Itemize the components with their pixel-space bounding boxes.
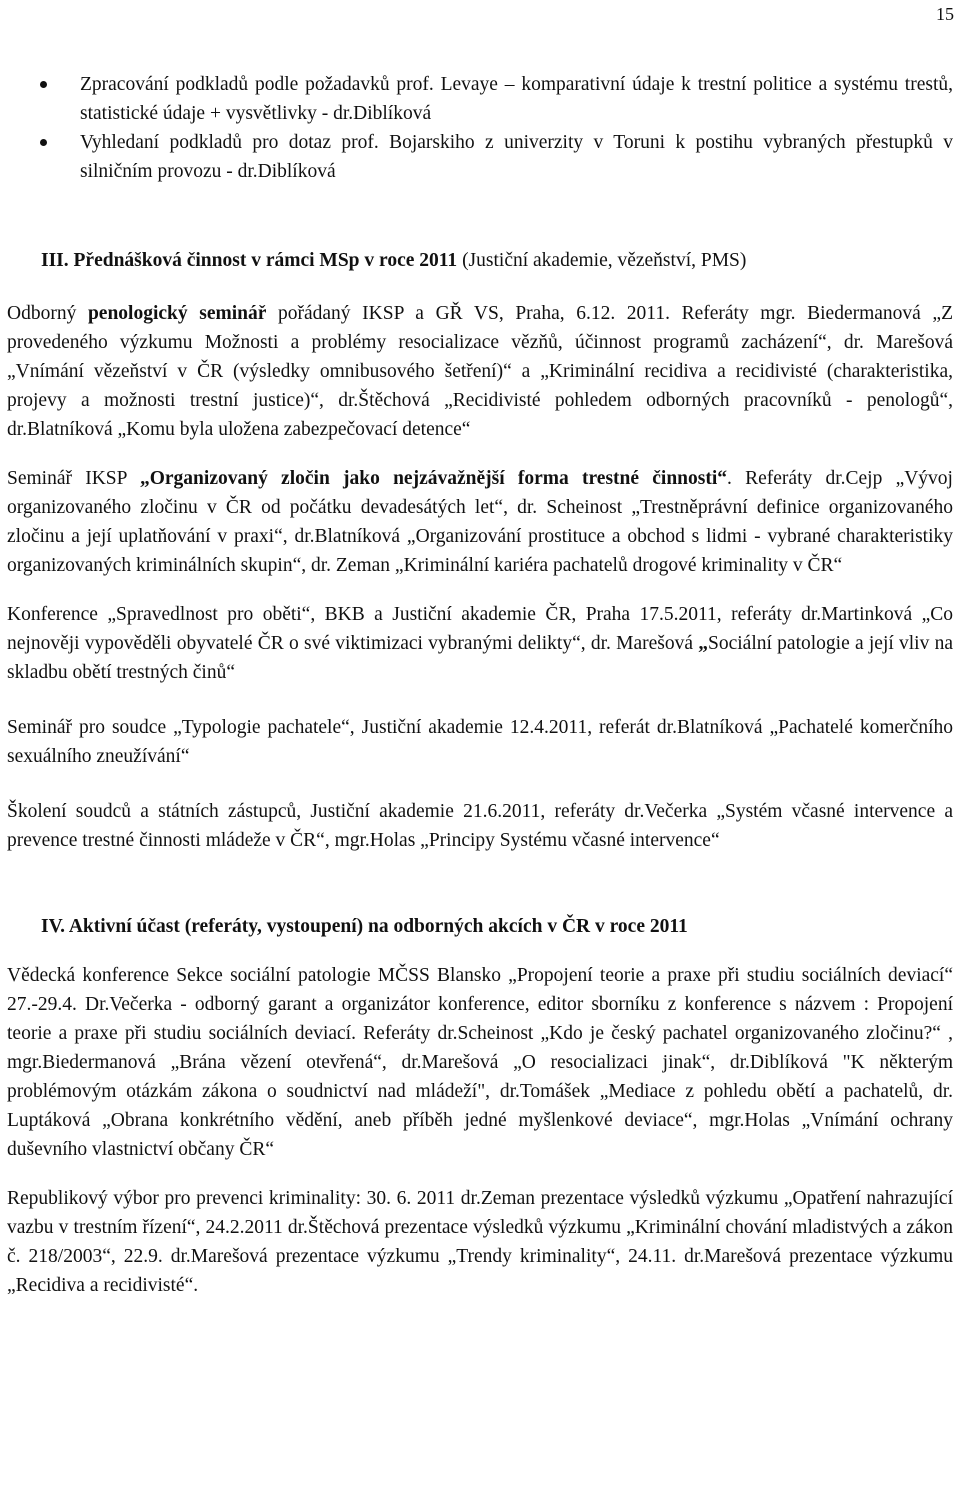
paragraph-judges-seminar: Seminář pro soudce „Typologie pachatele“, Justiční akademie 12.4.2011, referát dr.Blatníková „Pachatelé komerčního sexuálního zneužívání“ xyxy=(7,717,953,767)
section-3-heading-bold: III. Přednášková činnost v rámci MSp v roce 2011 xyxy=(41,250,458,271)
paragraph-training: Školení soudců a státních zástupců, Justiční akademie 21.6.2011, referáty dr.Večerka „Systém včasné intervence a prevence trestné činnosti mládeže v ČR“, mgr.Holas „Principy Systému včasné intervence“ xyxy=(7,801,953,851)
bullet-list xyxy=(7,70,953,186)
section-4-heading: IV. Aktivní účast (referáty, vystoupení) na odborných akcích v ČR v roce 2011 xyxy=(41,916,688,937)
bullet-icon xyxy=(40,139,47,146)
paragraph-justice-for-victims xyxy=(7,600,953,687)
list-item xyxy=(7,70,953,128)
text-bold: „Organizovaný zločin jako nejzávažnější forma trestné činnosti“ xyxy=(139,468,728,489)
list-item-text: Zpracování podkladů podle požadavků prof. Levaye – komparativní údaje k trestní politice a systému trestů, statistické údaje + vysvětlivky - dr.Diblíková xyxy=(80,74,953,124)
text: Odborný xyxy=(7,303,88,324)
paragraph-crime-prevention-committee: Republikový výbor pro prevenci kriminality: 30. 6. 2011 dr.Zeman prezentace výsledků výzkumu „Opatření nahrazující vazbu v trestním řízení“, 24.2.2011 dr.Štěchová prezentace výsledků výzkumu „Kriminální chování mladistvých a zákon č. 218/2003“, 22.9. dr.Marešová prezentace výzkumu „Trendy kriminality“, 24.11. dr.Marešová prezentace výzkumu „Recidiva a recidivisté“. xyxy=(7,1188,953,1296)
paragraph-penology-seminar xyxy=(7,299,953,444)
section-3-heading-rest: (Justiční akademie, vězeňství, PMS) xyxy=(457,250,747,271)
paragraph-organized-crime-seminar xyxy=(7,464,953,580)
text-bold: penologický seminář xyxy=(87,303,267,324)
page-number: 15 xyxy=(936,4,954,24)
text: Seminář IKSP xyxy=(7,468,140,489)
paragraph-scientific-conference: Vědecká konference Sekce sociální patologie MČSS Blansko „Propojení teorie a praxe při studiu sociálních deviací“ 27.-29.4. Dr.Večerka - odborný garant a organizátor konference, editor sborníku z konference s názvem : Propojení teorie a praxe při studiu sociálních deviací. Referáty dr.Scheinost „Kdo je český pachatel organizovaného zločinu?“ , mgr.Biedermanová „Brána vězení otevřená“, dr.Marešová „O resocializaci jinak“, dr.Diblíková "K některým problémovým otázkám zákona o soudnictví nad mládeží", dr.Tomášek „Mediace z pohledu obětí a pachatelů, dr. Luptáková „Obrana konkrétního vědění, aneb příběh jedné myšlenkové deviace“, mgr.Holas „Vnímání ochrany duševního vlastnictví občany ČR“ xyxy=(7,965,953,1160)
text: pořádaný IKSP a GŘ VS, Praha, 6.12. 2011. Referáty mgr. Biedermanová „Z provedeného výzkumu Možnosti a problémy resocializace vězňů, účinnost programů zacházení“, dr. Marešová „Vnímání vězeňství v ČR (výsledky omnibusového šetření)“ a „Kriminální recidiva a recidivisté (charakteristika, projevy a možnosti trestní justice)“, dr.Štěchová „Recidivisté pohledem odborných pracovníků - penologů“, dr.Blatníková „Komu byla uložena zabezpečovací detence“ xyxy=(7,303,953,440)
list-item xyxy=(7,128,953,186)
document-body xyxy=(7,70,953,1300)
section-3-heading xyxy=(7,246,953,275)
text: . Referáty dr.Cejp „Vývoj organizovaného zločinu v ČR od počátku devadesátých let“, dr. Scheinost „Trestněprávní definice organizovaného zločinu a její uplatňování v praxi“, dr.Blatníková „Organizování prostituce a obchod s lidmi - vybrané charakteristiky organizovaných kriminálních skupin“, dr. Zeman „Kriminální kariéra pachatelů drogové kriminality v ČR“ xyxy=(7,468,953,576)
text: Sociální patologie a její vliv na skladbu obětí trestných činů“ xyxy=(7,633,954,683)
text-bold: „ xyxy=(698,633,709,654)
list-item-text: Vyhledaní podkladů pro dotaz prof. Bojarskiho z univerzity v Toruni k postihu vybraných přestupků v silničním provozu - dr.Diblíková xyxy=(80,132,953,182)
text: Konference „Spravedlnost pro oběti“, BKB a Justiční akademie ČR, Praha 17.5.2011, referáty dr.Martinková „Co nejnověji vypověděli obyvatelé ČR o své viktimizaci vybranými delikty“, dr. Marešová xyxy=(7,604,953,654)
bullet-icon xyxy=(40,81,47,88)
